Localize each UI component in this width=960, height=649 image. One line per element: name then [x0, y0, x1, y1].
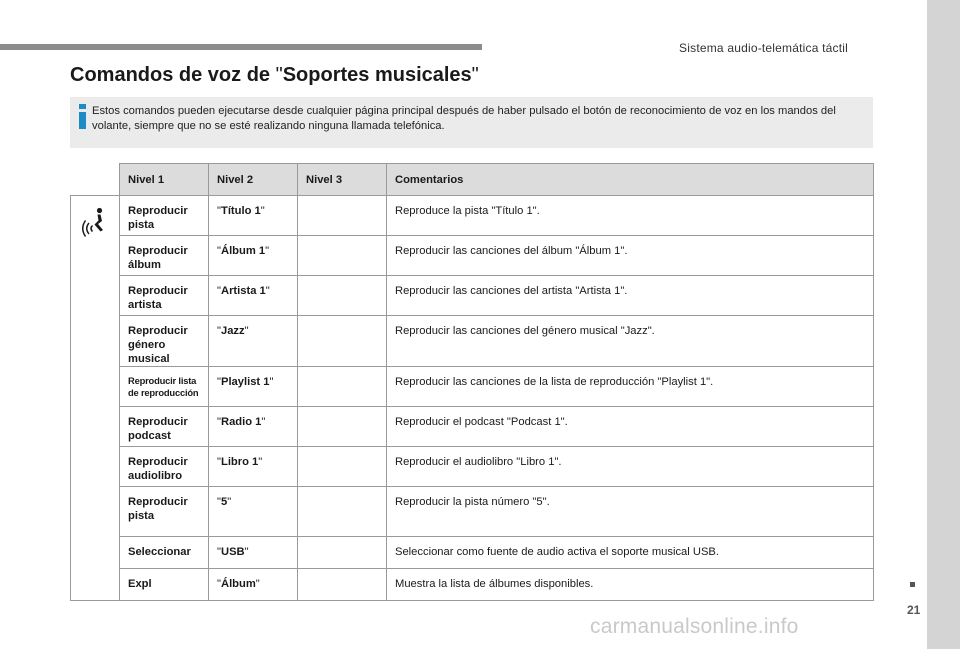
- row-comment: Muestra la lista de álbumes disponibles.: [387, 569, 874, 601]
- table-row: [71, 367, 874, 407]
- voice-commands-table: [70, 163, 874, 601]
- row-level-2: "Libro 1": [209, 447, 298, 487]
- row-level-2: "Álbum 1": [209, 236, 298, 276]
- row-level-1: Reproducir género musical: [120, 316, 209, 367]
- row-level-1: Reproducir lista de reproducción: [120, 367, 209, 407]
- row-level-3: [298, 407, 387, 447]
- keyword: Radio 1: [220, 416, 262, 428]
- section-title: Sistema audio-telemática táctil: [679, 41, 848, 55]
- page-title: [70, 64, 479, 87]
- voice-icon-cell: [71, 196, 120, 601]
- keyword: Álbum: [220, 578, 256, 590]
- title-prefix: Comandos de voz de: [70, 64, 276, 86]
- header-level-3: Nivel 3: [298, 164, 387, 196]
- keyword: Artista 1: [220, 285, 266, 297]
- keyword: Libro 1: [220, 456, 259, 468]
- row-level-3: [298, 316, 387, 367]
- row-level-2: "Jazz": [209, 316, 298, 367]
- row-comment: Reproducir las canciones del género musical "Jazz".: [387, 316, 874, 367]
- row-level-3: [298, 236, 387, 276]
- table-row: [71, 487, 874, 537]
- row-comment: Reproducir el audiolibro "Libro 1".: [387, 447, 874, 487]
- watermark: carmanualsonline.info: [590, 615, 799, 638]
- row-level-2: "Artista 1": [209, 276, 298, 316]
- header-level-2: Nivel 2: [209, 164, 298, 196]
- title-highlight: Soportes musicales: [282, 64, 472, 86]
- voice-command-icon: [81, 206, 111, 238]
- row-comment: Reproducir el podcast "Podcast 1".: [387, 407, 874, 447]
- table-row: [71, 276, 874, 316]
- row-comment: Reproducir las canciones del álbum "Álbum 1".: [387, 236, 874, 276]
- row-level-2: "Título 1": [209, 196, 298, 236]
- row-comment: Reproducir la pista número "5".: [387, 487, 874, 537]
- info-text: Estos comandos pueden ejecutarse desde cualquier página principal después de haber pulsado el botón de reconocimiento de voz en los mandos del volante, siempre que no se esté realizando ninguna llamada telefónica.: [92, 105, 836, 132]
- row-level-1: Reproducir podcast: [120, 407, 209, 447]
- header-comments: Comentarios: [387, 164, 874, 196]
- row-level-3: [298, 447, 387, 487]
- table-row: [71, 316, 874, 367]
- row-level-3: [298, 276, 387, 316]
- table-row: [71, 196, 874, 236]
- row-comment: Reproducir las canciones del artista "Artista 1".: [387, 276, 874, 316]
- row-level-3: [298, 196, 387, 236]
- row-level-3: [298, 537, 387, 569]
- table-row: [71, 569, 874, 601]
- row-level-2: "USB": [209, 537, 298, 569]
- row-level-3: [298, 367, 387, 407]
- row-level-1: Reproducir pista: [120, 487, 209, 537]
- header-blank: [71, 164, 120, 196]
- row-level-2: "Álbum": [209, 569, 298, 601]
- keyword: USB: [220, 546, 245, 558]
- keyword: 5: [220, 496, 228, 508]
- row-level-1: Expl: [120, 569, 209, 601]
- table-header-row: [71, 164, 874, 196]
- page-marker: [910, 582, 915, 587]
- title-open-quote: ": [275, 64, 283, 86]
- row-level-1: Reproducir audiolibro: [120, 447, 209, 487]
- row-comment: Reproduce la pista "Título 1".: [387, 196, 874, 236]
- row-level-3: [298, 569, 387, 601]
- keyword: Jazz: [220, 325, 245, 337]
- side-strip: [927, 0, 960, 649]
- row-level-1: Seleccionar: [120, 537, 209, 569]
- table-row: [71, 537, 874, 569]
- row-comment: Reproducir las canciones de la lista de reproducción "Playlist 1".: [387, 367, 874, 407]
- keyword: Álbum 1: [220, 245, 266, 257]
- page-number: 21: [907, 603, 921, 617]
- row-level-2: "Radio 1": [209, 407, 298, 447]
- header-rule: [0, 44, 482, 50]
- title-close-quote: ": [471, 64, 479, 86]
- table-row: [71, 407, 874, 447]
- row-level-2: "Playlist 1": [209, 367, 298, 407]
- keyword: Playlist 1: [220, 376, 270, 388]
- row-level-1: Reproducir álbum: [120, 236, 209, 276]
- header-level-1: Nivel 1: [120, 164, 209, 196]
- info-box: [70, 97, 873, 148]
- row-level-2: "5": [209, 487, 298, 537]
- row-level-1: Reproducir artista: [120, 276, 209, 316]
- table-row: [71, 447, 874, 487]
- row-comment: Seleccionar como fuente de audio activa el soporte musical USB.: [387, 537, 874, 569]
- row-level-3: [298, 487, 387, 537]
- info-icon: [79, 104, 86, 129]
- keyword: Título 1: [220, 205, 261, 217]
- table-row: [71, 236, 874, 276]
- row-level-1: Reproducir pista: [120, 196, 209, 236]
